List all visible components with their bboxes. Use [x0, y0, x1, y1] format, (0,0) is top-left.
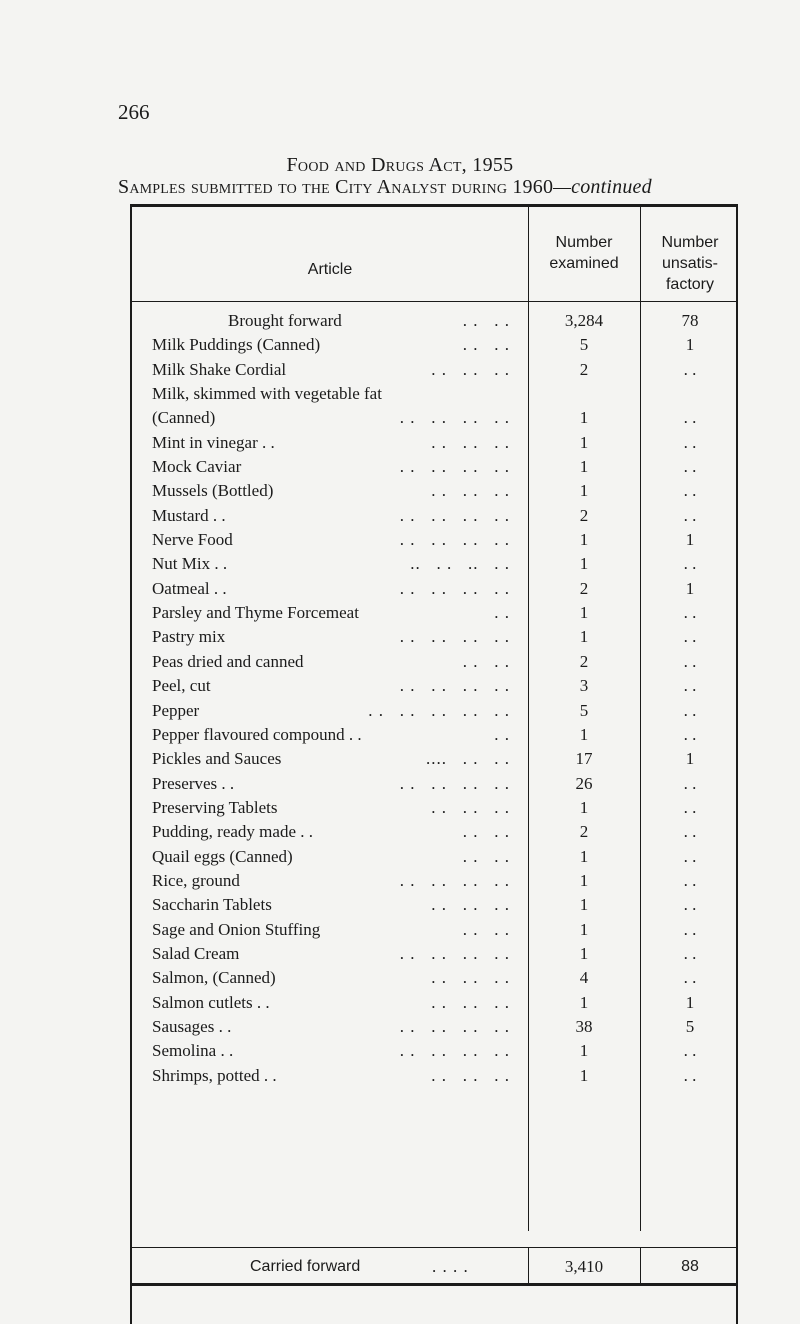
- article-cell: Saccharin Tablets: [152, 895, 272, 915]
- examined-cell: 2: [579, 651, 589, 671]
- article-cell: Pastry mix: [152, 627, 226, 647]
- examined-cell: 3,284: [564, 311, 604, 330]
- unsatisfactory-cell: . .: [683, 895, 697, 915]
- article-cell: Preserves . .: [152, 773, 235, 793]
- unsatisfactory-cell: 1: [685, 530, 695, 550]
- table-row: [132, 431, 740, 455]
- unsatisfactory-cell: . .: [683, 408, 697, 428]
- leader-dots: . . . . . . . .: [399, 943, 510, 963]
- unsatisfactory-cell: . .: [683, 822, 697, 842]
- unsatisfactory-cell: . .: [683, 1065, 697, 1085]
- examined-cell: 1: [579, 432, 589, 452]
- unsatisfactory-cell: 1: [685, 749, 695, 769]
- leader-dots: . . . . . . . .: [399, 1041, 510, 1061]
- unsatisfactory-cell: . .: [683, 846, 697, 866]
- leader-dots: . . . .: [462, 335, 510, 355]
- leader-dots: . . . . . .: [431, 895, 510, 915]
- carried-forward-examined: 3,410: [564, 1257, 604, 1276]
- subtitle-suffix: —continued: [553, 176, 652, 198]
- leader-dots: . . . .: [462, 919, 510, 939]
- article-cell: Sausages . .: [152, 1016, 232, 1036]
- unsatisfactory-cell: 78: [681, 311, 699, 330]
- table-row: [132, 382, 740, 406]
- examined-cell: 38: [575, 1016, 593, 1036]
- table-row: [132, 406, 740, 430]
- leader-dots: . . . .: [432, 1257, 469, 1276]
- leader-dots: . . . . . .: [431, 359, 510, 379]
- examined-cell: 1: [579, 457, 589, 477]
- unsatisfactory-cell: . .: [683, 505, 697, 525]
- article-cell: Salad Cream: [152, 943, 240, 963]
- leader-dots: . . . . . . . . . .: [368, 700, 510, 720]
- table-row: [132, 333, 740, 357]
- article-cell: Semolina . .: [152, 1041, 234, 1061]
- unsatisfactory-cell: . .: [683, 603, 697, 623]
- table-row: [132, 1015, 740, 1039]
- table-row: [132, 479, 740, 503]
- leader-dots: . .: [494, 724, 510, 744]
- article-cell: Mustard . .: [152, 505, 226, 525]
- examined-cell: 1: [579, 992, 589, 1012]
- table-row: [132, 942, 740, 966]
- table-row: [132, 699, 740, 723]
- table-row: [132, 1039, 740, 1063]
- leader-dots: . . . . . . . .: [399, 457, 510, 477]
- article-cell: Nut Mix . .: [152, 554, 228, 574]
- table-row: [132, 991, 740, 1015]
- article-cell: Pudding, ready made . .: [152, 822, 313, 842]
- unsatisfactory-cell: . .: [683, 1041, 697, 1061]
- leader-dots: . . . . . . . .: [399, 870, 510, 890]
- article-cell: Quail eggs (Canned): [152, 846, 293, 866]
- article-cell: Salmon cutlets . .: [152, 992, 270, 1012]
- unsatisfactory-cell: . .: [683, 968, 697, 988]
- unsatisfactory-cell: 1: [685, 992, 695, 1012]
- leader-dots: . . . . . .: [431, 432, 510, 452]
- examined-cell: 1: [579, 481, 589, 501]
- table-row: [132, 820, 740, 844]
- unsatisfactory-cell: . .: [683, 627, 697, 647]
- leader-dots: . . . . . . . .: [399, 408, 510, 428]
- unsatisfactory-cell: . .: [683, 773, 697, 793]
- page-number: 266: [118, 100, 150, 124]
- examined-cell: 1: [579, 1041, 589, 1061]
- examined-cell: 5: [579, 335, 589, 355]
- examined-cell: 1: [579, 627, 589, 647]
- examined-cell: 1: [579, 724, 589, 744]
- article-cell: Mint in vinegar . .: [152, 432, 275, 452]
- subtitle-text: Samples submitted to the City Analyst during 1960: [118, 176, 554, 198]
- table-subtitle: [118, 176, 652, 199]
- leader-dots: . . . .: [462, 311, 510, 330]
- table-row: [132, 455, 740, 479]
- table-row: [132, 723, 740, 747]
- leader-dots: . . . . . . . .: [399, 1016, 510, 1036]
- leader-dots: . . . . . . . .: [399, 578, 510, 598]
- table-row: [132, 309, 740, 333]
- unsatisfactory-cell: . .: [683, 359, 697, 379]
- header-article: Article: [307, 261, 353, 278]
- examined-cell: 1: [579, 797, 589, 817]
- leader-dots: . . . . . . . .: [399, 676, 510, 696]
- table-body: [132, 309, 740, 1088]
- examined-cell: 2: [579, 578, 589, 598]
- article-cell: Mock Caviar: [152, 457, 242, 477]
- unsatisfactory-cell: . .: [683, 554, 697, 574]
- article-cell: Peas dried and canned: [152, 651, 304, 671]
- table-row: [132, 625, 740, 649]
- examined-cell: 2: [579, 822, 589, 842]
- table-row: [132, 1064, 740, 1088]
- unsatisfactory-cell: . .: [683, 432, 697, 452]
- unsatisfactory-cell: . .: [683, 870, 697, 890]
- examined-cell: 1: [579, 895, 589, 915]
- article-cell: Nerve Food: [152, 530, 233, 550]
- table-row: [132, 966, 740, 990]
- table-row: [132, 747, 740, 771]
- examined-cell: 26: [575, 773, 593, 793]
- leader-dots: . . . . . . . .: [399, 627, 510, 647]
- article-cell: (Canned): [152, 408, 216, 428]
- header-line: Number: [661, 234, 719, 251]
- samples-table: [130, 204, 738, 1324]
- header-line: factory: [665, 276, 714, 293]
- leader-dots: . . . . . . . .: [399, 773, 510, 793]
- article-cell: Pickles and Sauces: [152, 749, 282, 769]
- unsatisfactory-cell: . .: [683, 943, 697, 963]
- article-cell: Mussels (Bottled): [152, 481, 274, 501]
- table-row: [132, 772, 740, 796]
- examined-cell: 1: [579, 919, 589, 939]
- carried-forward-unsatisfactory: 88: [681, 1258, 699, 1275]
- examined-cell: 1: [579, 1065, 589, 1085]
- leader-dots: . . . . . .: [431, 481, 510, 501]
- unsatisfactory-cell: . .: [683, 676, 697, 696]
- article-cell: Salmon, (Canned): [152, 968, 276, 988]
- leader-dots: . .: [494, 603, 510, 623]
- table-row: [132, 504, 740, 528]
- leader-dots: . . . . . . . .: [399, 530, 510, 550]
- article-cell: Peel, cut: [152, 676, 211, 696]
- examined-cell: 1: [579, 530, 589, 550]
- table-row: [132, 577, 740, 601]
- table-row: [132, 674, 740, 698]
- article-cell: Shrimps, potted . .: [152, 1065, 277, 1085]
- examined-cell: 17: [575, 749, 593, 769]
- table-row: [132, 918, 740, 942]
- article-cell: Pepper: [152, 700, 200, 720]
- carried-forward-label: Carried forward: [250, 1258, 361, 1275]
- header-number-examined: [528, 232, 640, 274]
- article-cell: Rice, ground: [152, 870, 240, 890]
- examined-cell: 4: [579, 968, 589, 988]
- leader-dots: . . . . . .: [431, 1065, 510, 1085]
- leader-dots: . . . . . .: [431, 797, 510, 817]
- page-title: Food and Drugs Act, 1955: [286, 154, 514, 176]
- header-number-unsatisfactory: [640, 232, 740, 295]
- table-row: [132, 358, 740, 382]
- examined-cell: 1: [579, 603, 589, 623]
- header-divider: [132, 301, 736, 302]
- unsatisfactory-cell: 1: [685, 578, 695, 598]
- leader-dots: . . . .: [462, 651, 510, 671]
- leader-dots: . . . .: [462, 822, 510, 842]
- table-row: [132, 869, 740, 893]
- unsatisfactory-cell: . .: [683, 919, 697, 939]
- unsatisfactory-cell: . .: [683, 481, 697, 501]
- unsatisfactory-cell: 1: [685, 335, 695, 355]
- article-cell: Milk, skimmed with vegetable fat: [152, 384, 382, 404]
- article-cell: Parsley and Thyme Forcemeat: [152, 603, 359, 623]
- table-row: [132, 528, 740, 552]
- table-row: [132, 650, 740, 674]
- article-cell: Sage and Onion Stuffing: [152, 919, 321, 939]
- examined-cell: 5: [579, 700, 589, 720]
- leader-dots: .... . . . .: [426, 749, 510, 769]
- unsatisfactory-cell: . .: [683, 651, 697, 671]
- unsatisfactory-cell: . .: [683, 457, 697, 477]
- carried-forward-row: [132, 1255, 740, 1279]
- article-cell: Pepper flavoured compound . .: [152, 724, 362, 744]
- examined-cell: 2: [579, 505, 589, 525]
- leader-dots: . . . .: [462, 846, 510, 866]
- article-cell: Oatmeal . .: [152, 578, 227, 598]
- unsatisfactory-cell: 5: [685, 1016, 695, 1036]
- table-row: [132, 796, 740, 820]
- article-cell: Brought forward: [228, 311, 342, 330]
- table-row: [132, 845, 740, 869]
- leader-dots: . . . . . . . .: [399, 505, 510, 525]
- examined-cell: 3: [579, 676, 589, 696]
- examined-cell: 1: [579, 943, 589, 963]
- header-line: unsatis-: [661, 255, 719, 272]
- unsatisfactory-cell: . .: [683, 724, 697, 744]
- leader-dots: . . . . . .: [431, 968, 510, 988]
- article-cell: Milk Shake Cordial: [152, 359, 287, 379]
- examined-cell: 1: [579, 554, 589, 574]
- table-row: [132, 893, 740, 917]
- footer-divider: [132, 1247, 736, 1248]
- header-line: examined: [549, 255, 619, 272]
- leader-dots: . . . . . .: [431, 992, 510, 1012]
- leader-dots: .. . . .. . .: [410, 554, 510, 574]
- unsatisfactory-cell: . .: [683, 797, 697, 817]
- examined-cell: 1: [579, 408, 589, 428]
- examined-cell: 1: [579, 870, 589, 890]
- unsatisfactory-cell: . .: [683, 700, 697, 720]
- examined-cell: 2: [579, 359, 589, 379]
- examined-cell: 1: [579, 846, 589, 866]
- header-line: Number: [555, 234, 613, 251]
- article-cell: Milk Puddings (Canned): [152, 335, 321, 355]
- table-row: [132, 601, 740, 625]
- article-cell: Preserving Tablets: [152, 797, 278, 817]
- table-row: [132, 552, 740, 576]
